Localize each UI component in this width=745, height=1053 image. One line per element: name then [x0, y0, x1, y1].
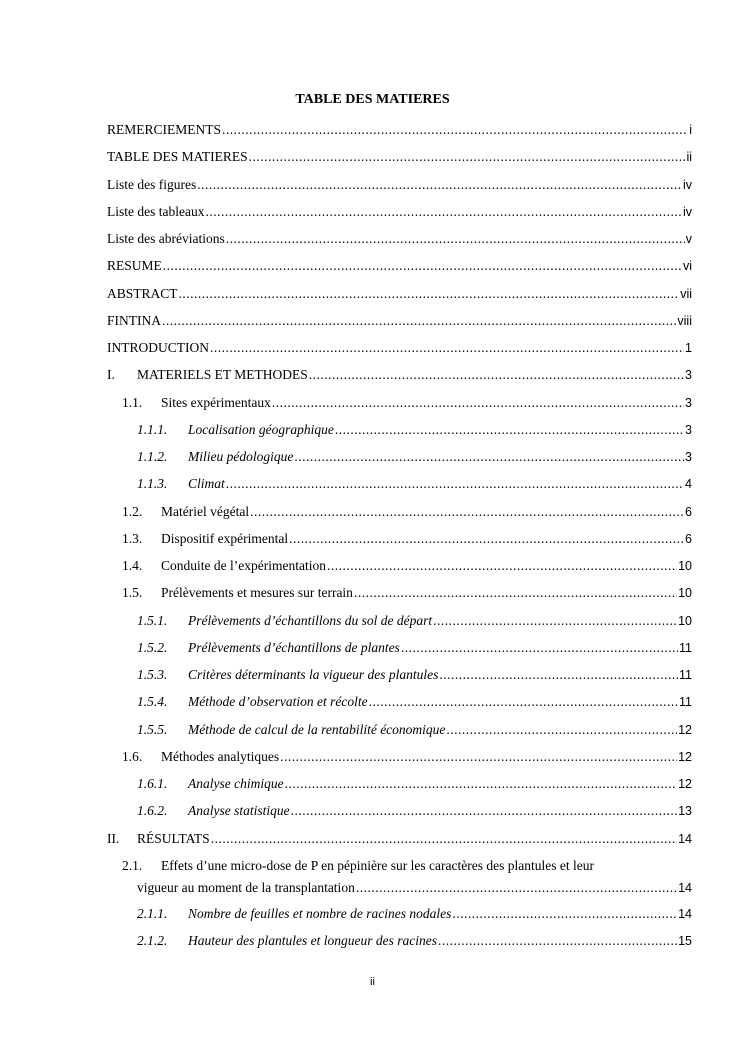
toc-entry-number: 2.1.2. [137, 933, 168, 948]
toc-entry[interactable] [107, 928, 692, 955]
toc-entry-page: 3 [685, 450, 692, 464]
toc-entry[interactable] [107, 499, 692, 526]
toc-entry-label: Dispositif expérimental [161, 530, 289, 546]
leader-dots [163, 256, 682, 276]
toc-entry-number: 1.1. [122, 394, 143, 410]
toc-entry-label: TABLE DES MATIERES [107, 149, 248, 165]
toc-entry[interactable] [107, 117, 692, 144]
toc-entry-label: Liste des figures [107, 176, 197, 192]
toc-entry-number: 1.5. [122, 585, 143, 601]
toc-entry-page: 12 [678, 777, 692, 791]
toc-entry-number: 1.5.5. [137, 721, 168, 737]
toc-entry[interactable] [107, 417, 692, 444]
toc-entry-label: Méthode de calcul de la rentabilité économique [188, 721, 446, 737]
page-number: ii [370, 976, 375, 988]
leader-dots [294, 447, 684, 467]
toc-entry[interactable] [107, 901, 692, 928]
toc-entry-label: Analyse chimique [188, 776, 284, 791]
toc-entry[interactable] [107, 553, 692, 580]
toc-entry-page: 10 [678, 559, 692, 573]
toc-entry[interactable] [107, 308, 692, 335]
toc-entry-number: 1.5.1. [137, 612, 168, 628]
toc-entry-number: 1.6.1. [137, 776, 168, 791]
leader-dots [226, 229, 685, 249]
leader-dots [222, 120, 688, 140]
toc-entry-page: iv [682, 177, 692, 192]
toc-entry-label: MATERIELS ET METHODES [137, 367, 308, 383]
toc-entry-number: 1.6.2. [137, 803, 168, 819]
toc-entry-page: 14 [678, 831, 692, 846]
leader-dots [210, 338, 684, 358]
toc-entry-label: Localisation géographique [188, 421, 334, 437]
toc-entry-label: INTRODUCTION [107, 340, 209, 355]
toc-entry-number: II. [107, 830, 120, 846]
toc-entry-label: FINTINA [107, 312, 161, 328]
toc-entry[interactable] [107, 689, 692, 716]
toc-entry-label: Effets d’une micro-dose de P en pépinière sur les caractères des plantules et leur [161, 857, 594, 873]
toc-entry-page: iv [682, 204, 692, 219]
toc-entry-label: Liste des abréviations [107, 231, 225, 246]
toc-entry-number: 1.1.3. [137, 476, 168, 492]
toc-entry-page: 12 [678, 722, 692, 737]
toc-entry-page: viii [677, 313, 692, 328]
toc-entry-label: Climat [188, 476, 225, 492]
toc-entry-page: 3 [685, 395, 692, 410]
toc-entry-page: 15 [678, 934, 692, 948]
toc-entry-label: Prélèvements d’échantillons de plantes [188, 639, 400, 655]
toc-entry[interactable] [107, 390, 692, 417]
toc-entry-label: Méthode d’observation et récolte [188, 694, 368, 710]
toc-entry[interactable] [107, 444, 692, 471]
leader-dots [249, 147, 686, 167]
toc-entry[interactable] [107, 826, 692, 853]
leader-dots [291, 801, 677, 821]
leader-dots [439, 665, 678, 685]
toc-entry-label: Conduite de l’expérimentation [161, 558, 326, 573]
leader-dots [197, 175, 682, 195]
leader-dots [356, 878, 677, 898]
leader-dots [401, 638, 678, 658]
toc-entry-label: Nombre de feuilles et nombre de racines nodales [188, 905, 452, 921]
leader-dots [280, 747, 677, 767]
toc-entries-after [107, 901, 692, 956]
toc-entry-number: 2.1.1. [137, 905, 168, 921]
toc-entry-label: Analyse statistique [188, 803, 290, 819]
toc-entry-number: 1.1.2. [137, 449, 168, 464]
toc-entry-page: 11 [679, 668, 692, 682]
toc-entry-label-continued: vigueur au moment de la transplantation [137, 879, 355, 895]
leader-dots [289, 529, 684, 549]
toc-entry-page: 3 [685, 368, 692, 383]
toc-entry-page: 4 [685, 477, 692, 492]
leader-dots [335, 420, 684, 440]
toc-entry[interactable] [107, 526, 692, 553]
toc-entry-label: Milieu pédologique [188, 449, 294, 464]
toc-entry-page: vii [680, 286, 692, 301]
leader-dots [452, 904, 677, 924]
toc-entry-number: 1.5.2. [137, 639, 168, 655]
leader-dots [211, 829, 677, 849]
toc-entry-number: 1.2. [122, 503, 143, 519]
toc-entry-page: ii [686, 150, 692, 165]
toc-entry-label: REMERCIEMENTS [107, 122, 222, 137]
toc-entry-page: 12 [678, 749, 692, 764]
toc-entries [107, 117, 692, 853]
leader-dots [226, 474, 684, 494]
toc-entry[interactable] [107, 335, 692, 362]
toc-entry[interactable] [107, 771, 692, 798]
leader-dots [285, 774, 677, 794]
toc-entry-page: v [685, 232, 692, 246]
leader-dots [438, 931, 677, 951]
toc-entry-page: vi [682, 259, 692, 274]
leader-dots [369, 692, 678, 712]
toc-entry-page: 13 [678, 804, 692, 819]
leader-dots [433, 611, 677, 631]
toc-entry[interactable] [107, 798, 692, 825]
toc-entry-page: 6 [685, 531, 692, 546]
toc-entry[interactable] [107, 717, 692, 744]
toc-entry-label: Méthodes analytiques [161, 748, 280, 764]
toc-entry-page: i [689, 123, 692, 137]
toc-entry-number: 1.1.1. [137, 421, 168, 437]
toc-entry[interactable] [107, 172, 692, 199]
toc-entry-number: 2.1. [122, 857, 143, 873]
toc-entry-number: 1.5.4. [137, 694, 168, 710]
toc-entry[interactable] [107, 580, 692, 607]
toc-entry-label: Prélèvements et mesures sur terrain [161, 585, 353, 601]
toc-entry-page: 10 [678, 613, 692, 628]
toc-entry[interactable] [107, 226, 692, 253]
toc-entry-number: 1.3. [122, 530, 143, 546]
toc-entry[interactable] [107, 144, 692, 171]
toc-entry[interactable] [107, 662, 692, 689]
toc-entry-label: ABSTRACT [107, 285, 178, 301]
toc-entry-label: Critères déterminants la vigueur des plantules [188, 667, 439, 682]
toc-entry[interactable] [107, 635, 692, 662]
toc-entry-label: Hauteur des plantules et longueur des racines [188, 933, 437, 948]
toc-entry-2-1[interactable] [107, 853, 692, 901]
toc-entry-page: 14 [678, 880, 692, 895]
toc-entry[interactable] [107, 253, 692, 280]
toc-entry[interactable] [107, 199, 692, 226]
toc-entry-page: 3 [685, 422, 692, 437]
toc-entry-number: 1.4. [122, 558, 143, 573]
toc-entry-number: 1.6. [122, 748, 143, 764]
toc-entry-page: 1 [685, 341, 692, 355]
toc-entry-number: I. [107, 367, 115, 383]
leader-dots [250, 502, 684, 522]
leader-dots [272, 393, 684, 413]
toc-entry-label: RÉSULTATS [137, 830, 210, 846]
toc-entry-label: Matériel végétal [161, 503, 250, 519]
leader-dots [354, 583, 677, 603]
toc-entry-label: Sites expérimentaux [161, 394, 271, 410]
toc-entry-page: 14 [678, 906, 692, 921]
leader-dots [179, 284, 680, 304]
table-of-contents [107, 117, 692, 955]
leader-dots [446, 720, 677, 740]
toc-entry[interactable] [107, 608, 692, 635]
toc-entry[interactable] [107, 362, 692, 389]
toc-entry-label: RESUME [107, 258, 162, 274]
toc-entry-label: Liste des tableaux [107, 203, 205, 219]
toc-entry-label: Prélèvements d’échantillons du sol de départ [188, 612, 433, 628]
leader-dots [327, 556, 677, 576]
toc-entry-page: 6 [685, 504, 692, 519]
toc-entry-page: 10 [678, 586, 692, 601]
toc-entry[interactable] [107, 471, 692, 498]
leader-dots [205, 202, 682, 222]
leader-dots [309, 365, 684, 385]
leader-dots [162, 311, 676, 331]
toc-entry-page: 11 [679, 695, 692, 710]
toc-entry[interactable] [107, 281, 692, 308]
toc-entry-page: 11 [679, 640, 692, 655]
toc-entry-number: 1.5.3. [137, 667, 168, 682]
toc-entry[interactable] [107, 744, 692, 771]
toc-title: TABLE DES MATIERES [295, 92, 450, 107]
